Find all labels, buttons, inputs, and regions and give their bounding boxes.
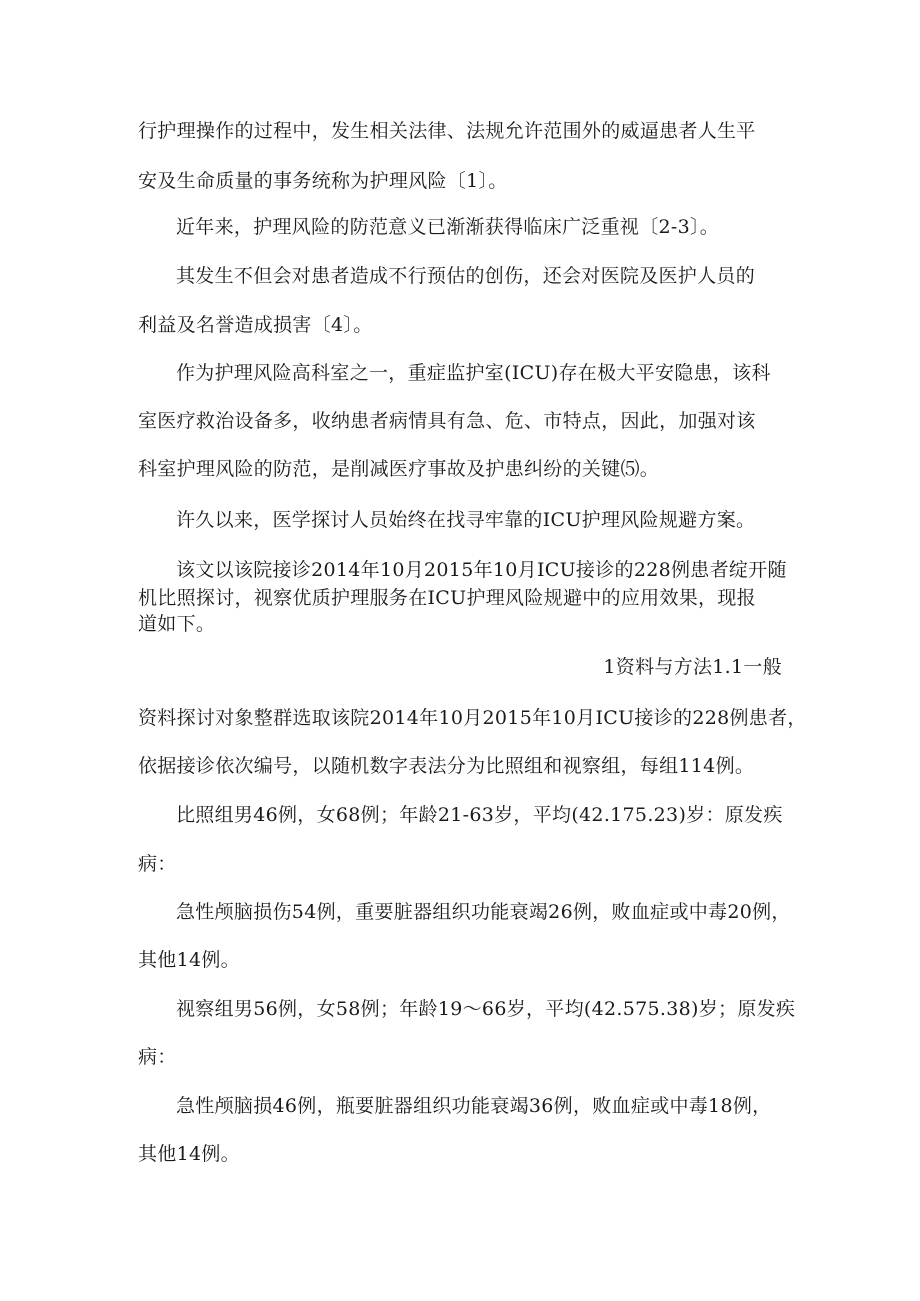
text-line: 病： — [138, 1046, 177, 1068]
text-line: 近年来，护理风险的防范意义已渐渐获得临床广泛重视〔2-3〕。 — [176, 216, 720, 238]
text-line: 其他14例。 — [138, 949, 240, 971]
text-line: 利益及名誉造成损害〔4〕。 — [138, 314, 373, 336]
text-line: 资料探讨对象整群选取该院2014年10月2015年10月ICU接诊的228例患者， — [138, 707, 807, 729]
text-line: 机比照探讨，视察优质护理服务在ICU护理风险规避中的应用效果，现报 — [138, 587, 756, 609]
text-line: 许久以来，医学探讨人员始终在找寻牢靠的ICU护理风险规避方案。 — [176, 509, 756, 531]
text-line: 科室护理风险的防范，是削减医疗事故及护患纠纷的关键⑸。 — [138, 458, 660, 480]
text-line: 作为护理风险高科室之一，重症监护室(ICU)存在极大平安隐患，该科 — [176, 362, 771, 384]
text-line: 急性颅脑损46例，瓶要脏器组织功能衰竭36例，败血症或中毒18例， — [176, 1095, 772, 1117]
text-line: 室医疗救治设备多，收纳患者病情具有急、危、市特点，因此，加强对该 — [138, 410, 756, 432]
text-line: 依据接诊依次编号，以随机数字表法分为比照组和视察组，每组114例。 — [138, 755, 755, 777]
text-line: 急性颅脑损伤54例，重要脏器组织功能衰竭26例，败血症或中毒20例， — [176, 901, 791, 923]
text-line: 比照组男46例，女68例；年龄21-63岁，平均(42.175.23)岁：原发疾 — [176, 804, 783, 826]
section-heading: 1资料与方法1.1一般 — [603, 656, 782, 678]
text-line: 其他14例。 — [138, 1143, 240, 1165]
text-line: 其发生不但会对患者造成不行预估的创伤，还会对医院及医护人员的 — [176, 265, 756, 287]
text-line: 该文以该院接诊2014年10月2015年10月ICU接诊的228例患者绽开随 — [176, 559, 787, 581]
text-line: 病： — [138, 853, 177, 875]
text-line: 视察组男56例，女58例；年龄19～66岁，平均(42.575.38)岁；原发疾 — [176, 998, 796, 1020]
text-line: 道如下。 — [138, 613, 216, 635]
text-line: 行护理操作的过程中，发生相关法律、法规允许范围外的威逼患者人生平 — [138, 120, 756, 142]
text-line: 安及生命质量的事务统称为护理风险〔1〕。 — [138, 170, 508, 192]
